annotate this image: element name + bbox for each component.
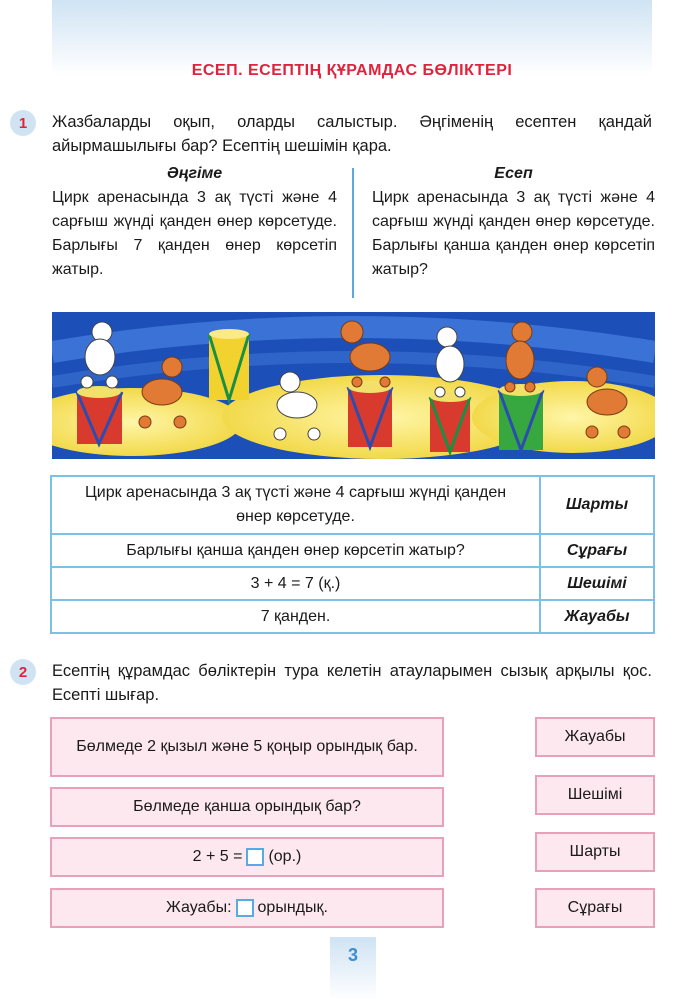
name-label: Жауабы xyxy=(564,728,626,745)
solution-unit: (ор.) xyxy=(268,848,302,865)
name-box-answer[interactable] xyxy=(535,717,655,757)
part-condition-text: Бөлмеде 2 қызыл және 5 қоңыр орындық бар. xyxy=(76,738,418,755)
table-cell-label: Шешімі xyxy=(540,567,654,600)
task-1-number-badge: 1 xyxy=(10,110,36,136)
table-cell-label: Сұрағы xyxy=(540,534,654,567)
table-cell-text: Барлығы қанша қанден өнер көрсетіп жатыр? xyxy=(51,534,540,567)
answer-unit: орындық. xyxy=(257,899,328,916)
solution-expression: 2 + 5 = xyxy=(192,848,243,865)
table-cell-text: 3 + 4 = 7 (қ.) xyxy=(51,567,540,600)
table-cell-label: Жауабы xyxy=(540,600,654,633)
table-row xyxy=(51,600,654,633)
part-solution-box[interactable] xyxy=(50,837,444,877)
name-label: Шарты xyxy=(569,843,621,860)
problem-text: Цирк аренасында 3 ақ түсті және 4 сарғыш жүнді қанден өнер көрсетуде. Барлығы қанша қанден өнер көрсетіп жатыр? xyxy=(372,189,655,278)
part-question-text: Бөлмеде қанша орындық бар? xyxy=(133,798,361,815)
table-row xyxy=(51,534,654,567)
answer-square[interactable] xyxy=(236,899,254,917)
task-2-number-badge: 2 xyxy=(10,659,36,685)
story-title: Әңгіме xyxy=(166,165,223,182)
name-label: Шешімі xyxy=(567,786,623,803)
answer-label: Жауабы: xyxy=(166,899,232,916)
table-cell-text: 7 қанден. xyxy=(51,600,540,633)
table-row xyxy=(51,567,654,600)
problem-title: Есеп xyxy=(494,165,533,182)
problem-parts-table xyxy=(50,475,655,634)
task-2-instructions: Есептің құрамдас бөліктерін тура келетін атауларымен сызық арқылы қос. Есепті шығар. xyxy=(52,662,652,704)
page-title: ЕСЕП. ЕСЕПТІҢ ҚҰРАМДАС БӨЛІКТЕРІ xyxy=(191,62,513,79)
part-answer-box[interactable] xyxy=(50,888,444,928)
name-box-condition[interactable] xyxy=(535,832,655,872)
column-divider xyxy=(352,168,354,298)
part-question-box[interactable] xyxy=(50,787,444,827)
name-label: Сұрағы xyxy=(567,899,623,916)
name-box-solution[interactable] xyxy=(535,775,655,815)
circus-poodles-illustration xyxy=(52,312,655,459)
page-number: 3 xyxy=(347,945,358,965)
part-condition-box[interactable] xyxy=(50,717,444,777)
table-cell-text: Цирк аренасында 3 ақ түсті және 4 сарғыш жүнді қанден өнер көрсетуде. xyxy=(51,476,540,534)
name-box-question[interactable] xyxy=(535,888,655,928)
table-row xyxy=(51,476,654,534)
task-1-instructions: Жазбаларды оқып, оларды салыстыр. Әңгіменің есептен қандай айырмашылығы бар? Есептің шешімін қара. xyxy=(52,113,652,155)
solution-answer-square[interactable] xyxy=(246,848,264,866)
story-text: Цирк аренасында 3 ақ түсті және 4 сарғыш жүнді қанден өнер көрсетуде. Барлығы 7 қанден өнер көрсетіп жатыр. xyxy=(52,189,337,278)
table-cell-label: Шарты xyxy=(540,476,654,534)
